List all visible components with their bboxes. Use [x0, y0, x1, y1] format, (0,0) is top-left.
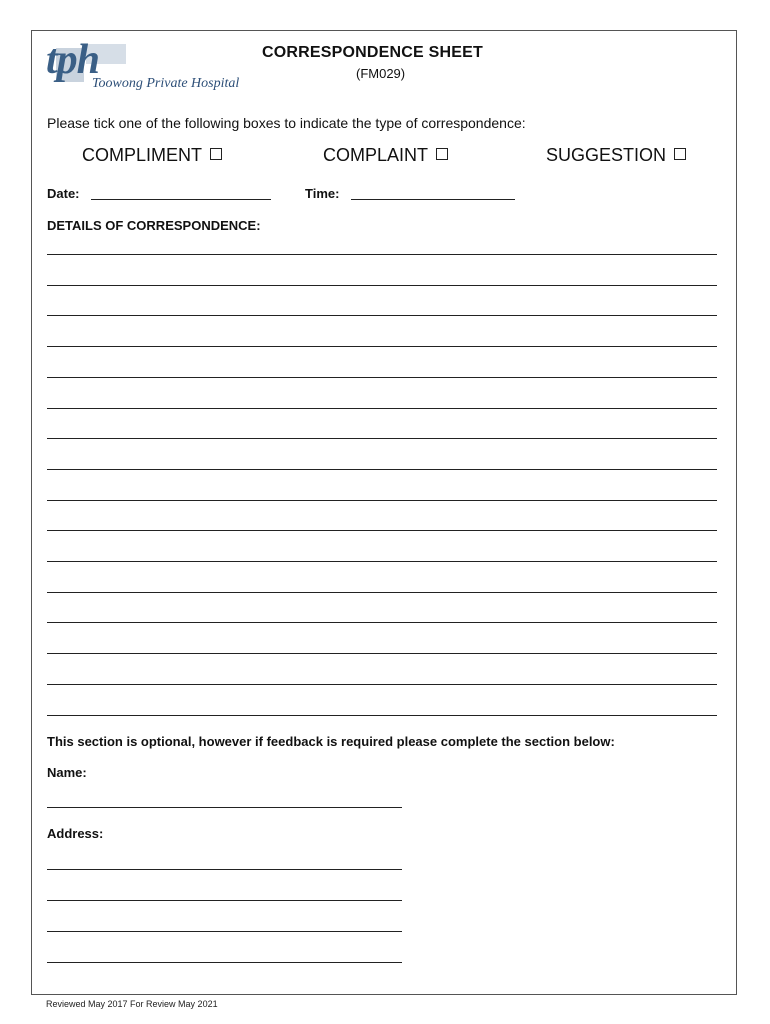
- details-line[interactable]: [47, 254, 717, 255]
- review-footer: Reviewed May 2017 For Review May 2021: [46, 999, 218, 1009]
- details-line[interactable]: [47, 469, 717, 470]
- time-field[interactable]: [351, 199, 515, 200]
- name-field[interactable]: [47, 807, 402, 808]
- complaint-checkbox[interactable]: [436, 148, 448, 160]
- details-line[interactable]: [47, 561, 717, 562]
- details-line[interactable]: [47, 622, 717, 623]
- details-line[interactable]: [47, 715, 717, 716]
- date-label: Date:: [47, 186, 80, 201]
- address-line[interactable]: [47, 962, 402, 963]
- details-line[interactable]: [47, 346, 717, 347]
- details-heading: DETAILS OF CORRESPONDENCE:: [47, 218, 261, 233]
- details-line[interactable]: [47, 377, 717, 378]
- name-label: Name:: [47, 765, 87, 780]
- logo-mark: tph: [46, 37, 100, 83]
- details-line[interactable]: [47, 408, 717, 409]
- details-line[interactable]: [47, 530, 717, 531]
- address-label: Address:: [47, 826, 104, 841]
- hospital-logo: [44, 37, 254, 98]
- option-compliment[interactable]: [82, 145, 222, 166]
- option-complaint[interactable]: [323, 145, 448, 166]
- page-title: CORRESPONDENCE SHEET: [262, 44, 483, 61]
- form-border: [31, 30, 737, 995]
- details-line[interactable]: [47, 315, 717, 316]
- details-line[interactable]: [47, 285, 717, 286]
- address-line[interactable]: [47, 869, 402, 870]
- details-line[interactable]: [47, 500, 717, 501]
- details-line[interactable]: [47, 653, 717, 654]
- details-line[interactable]: [47, 592, 717, 593]
- option-complaint-label: COMPLAINT: [323, 145, 429, 165]
- form-code: (FM029): [356, 66, 406, 81]
- suggestion-checkbox[interactable]: [674, 148, 686, 160]
- compliment-checkbox[interactable]: [210, 148, 222, 160]
- instruction-text: Please tick one of the following boxes to indicate the type of correspondence:: [47, 115, 526, 131]
- option-suggestion-label: SUGGESTION: [546, 145, 667, 165]
- address-line[interactable]: [47, 900, 402, 901]
- time-label: Time:: [305, 186, 340, 201]
- hospital-name: Toowong Private Hospital: [92, 76, 240, 91]
- details-line[interactable]: [47, 684, 717, 685]
- optional-note: This section is optional, however if feedback is required please complete the section below:: [47, 734, 615, 749]
- date-field[interactable]: [91, 199, 271, 200]
- address-line[interactable]: [47, 931, 402, 932]
- details-line[interactable]: [47, 438, 717, 439]
- option-compliment-label: COMPLIMENT: [82, 145, 203, 165]
- option-suggestion[interactable]: [546, 145, 686, 166]
